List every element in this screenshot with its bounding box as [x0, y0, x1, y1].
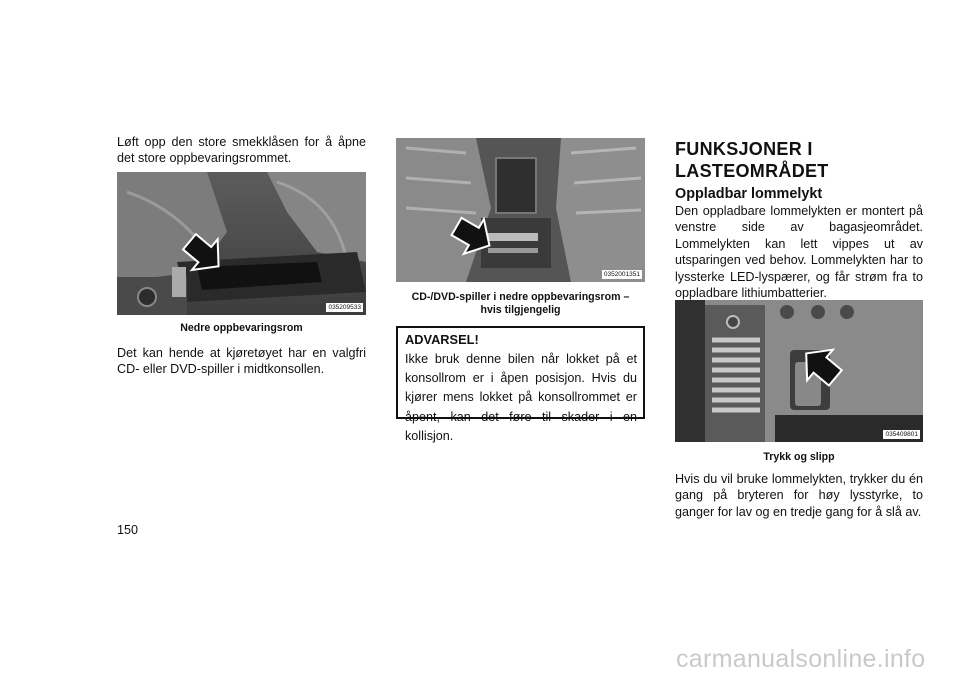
warning-body: Ikke bruk denne bilen når lokket på et konsollrom er i åpen posisjon. Hvis du kjører mens lokket på konsollrommet er åpent, kan det føre til skader i en kollisjon.: [405, 352, 637, 443]
dvd-player-photo: [396, 138, 645, 282]
flashlight-paragraph-3: Hvis du vil bruke lommelykten, trykker du én gang på bryteren for høy lysstyrke, to ganger for lav og en tredje gang for å slå av.: [675, 472, 923, 519]
page-number: 150: [117, 523, 139, 537]
section-heading-line1: FUNKSJONER I: [675, 139, 813, 159]
section-heading-line2: LASTEOMRÅDET: [675, 161, 829, 181]
flashlight-subheading: Oppladbar lommelykt: [675, 186, 823, 202]
watermark: carmanualsonline.info: [676, 645, 926, 673]
dvd-caption-line2: hvis tilgjengelig: [480, 304, 561, 316]
left-paragraph-block: [117, 345, 366, 378]
left-column: [117, 134, 366, 167]
dvd-paragraph: Det kan hende at kjøretøyet har en valgfri CD- eller DVD-spiller i midtkonsollen.: [117, 346, 366, 377]
lower-storage-photo: [117, 172, 366, 315]
figure-code: 035409801: [885, 431, 918, 438]
figure-code: 0352001351: [603, 271, 640, 278]
warning-box: [396, 326, 645, 443]
lower-storage-caption: Nedre oppbevaringsrom: [180, 322, 303, 334]
section-heading: [675, 138, 925, 182]
flashlight-caption: Trykk og slipp: [763, 451, 835, 463]
dvd-caption-line1: CD-/DVD-spiller i nedre oppbevaringsrom –: [411, 291, 630, 303]
flashlight-photo: [675, 300, 923, 442]
dvd-caption: [396, 291, 645, 317]
flashlight-illustration: [675, 300, 923, 442]
intro-paragraph: Løft opp den store smekklåsen for å åpne det store oppbevaringsrommet.: [117, 135, 366, 166]
flashlight-text-2: [675, 471, 923, 520]
dvd-illustration: [396, 138, 645, 282]
warning-title: ADVARSEL!: [405, 332, 479, 347]
console-illustration: [117, 172, 366, 315]
figure-code: 035209533: [328, 304, 361, 311]
flashlight-paragraph-1: Den oppladbare lommelykten er montert på venstre side av bagasjeområdet. Lommelykten kan lett vippes ut av utsparingen ved behov. Lommelykten har to lyssterke LED-lyspærer, og får strøm fra to oppladbare lithiumbatterier.: [675, 204, 923, 301]
